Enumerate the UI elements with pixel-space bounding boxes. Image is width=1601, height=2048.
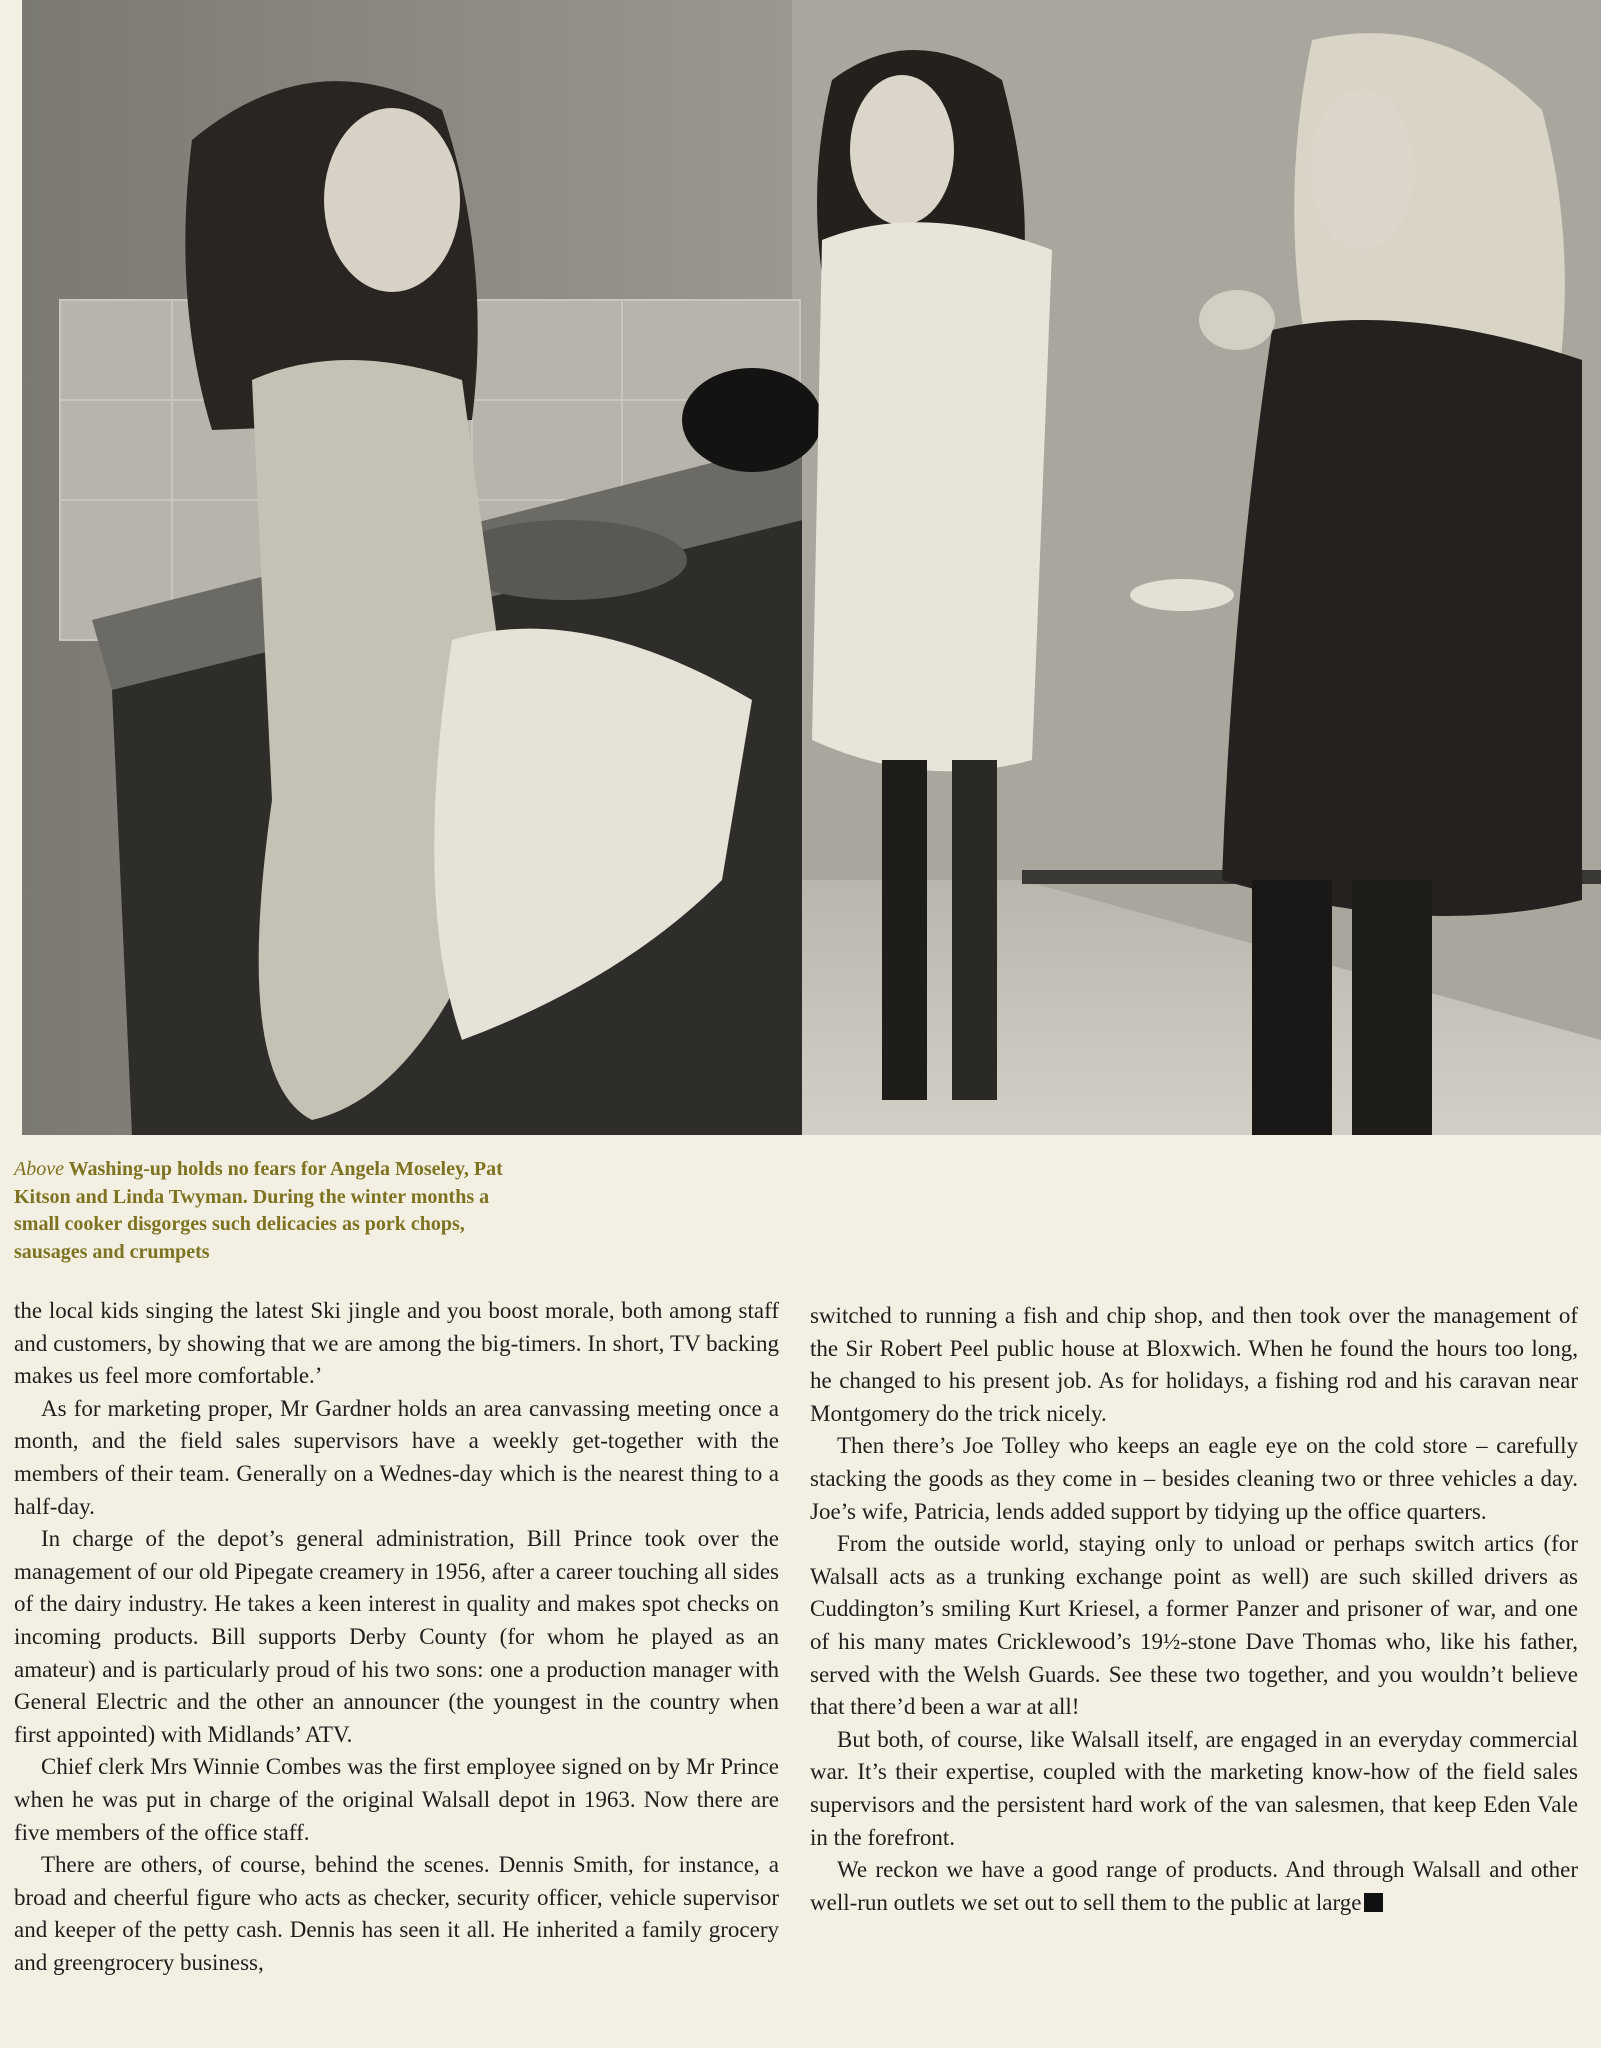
- photo-illustration: [22, 0, 1601, 1135]
- photo-caption: [14, 1156, 534, 1266]
- paragraph: There are others, of course, behind the scenes. Dennis Smith, for instance, a broad and cheerful figure who acts as checker, security officer, vehicle supervisor and keeper of the petty cash. Dennis has seen it all. He inherited a family grocery and greengrocery business,: [14, 1852, 779, 1975]
- teacup: [1199, 290, 1275, 350]
- article-left-column: [14, 1295, 779, 1979]
- final-paragraph-text: We reckon we have a good range of products. And through Walsall and other well-run outlets we set out to sell them to the public at large: [810, 1857, 1578, 1915]
- paragraph: In charge of the depot’s general administration, Bill Prince took over the management of our old Pipegate creamery in 1956, after a career touching all sides of the dairy industry. He takes a keen interest in quality and makes spot checks on incoming products. Bill supports Derby County (for whom he played as an amateur) and is particularly proud of his two sons: one a production manager with General Electric and the other an announcer (the youngest in the country when first appointed) with Midlands’ ATV.: [14, 1526, 779, 1747]
- photograph-three-women-kitchen: [22, 0, 1601, 1135]
- paragraph: As for marketing proper, Mr Gardner holds an area canvassing meeting once a month, and the field sales supervisors have a weekly get-together with the members of their team. Generally on a Wednes-day which is the nearest thing to a half-day.: [14, 1395, 779, 1519]
- paragraph: But both, of course, like Walsall itself, are engaged in an everyday commercial war. It’s their expertise, coupled with the marketing know-how of the field sales supervisors and the persistent hard work of the van salesmen, that keep Eden Vale in the forefront.: [810, 1726, 1578, 1850]
- teapot: [682, 368, 822, 472]
- caption-text: Washing-up holds no fears for Angela Moseley, Pat Kitson and Linda Twyman. During the winter months a small cooker disgorges such delicacies as pork chops, sausages and crumpets: [14, 1158, 503, 1263]
- paragraph: From the outside world, staying only to unload or perhaps switch artics (for Walsall acts as a trunking exchange point as well) are such skilled drivers as Cuddington’s smiling Kurt Kriesel, a former Panzer and prisoner of war, and one of his many mates Cricklewood’s 19½-stone Dave Thomas who, like his father, served with the Welsh Guards. See these two together, and you wouldn’t believe that there’d been a war at all!: [810, 1531, 1578, 1720]
- end-of-article-mark: [1364, 1893, 1383, 1912]
- paragraph: switched to running a fish and chip shop, and then took over the management of the Sir Robert Peel public house at Bloxwich. When he found the hours too long, he changed to his present job. As for holidays, a fishing rod and his caravan near Montgomery do the trick nicely.: [810, 1303, 1578, 1426]
- saucer: [1130, 579, 1234, 611]
- article-right-column: [810, 1300, 1578, 1919]
- caption-lead: Above: [14, 1158, 64, 1180]
- paragraph: Then there’s Joe Tolley who keeps an eagle eye on the cold store – carefully stacking the goods as they come in – besides cleaning two or three vehicles a day. Joe’s wife, Patricia, lends added support by tidying up the office quarters.: [810, 1433, 1578, 1524]
- final-paragraph: [810, 1854, 1578, 1919]
- paragraph: Chief clerk Mrs Winnie Combes was the first employee signed on by Mr Prince when he was put in charge of the original Walsall depot in 1963. Now there are five members of the office staff.: [14, 1754, 779, 1845]
- paragraph: the local kids singing the latest Ski jingle and you boost morale, both among staff and customers, by showing that we are among the big-timers. In short, TV backing makes us feel more comfortable.’: [14, 1298, 779, 1389]
